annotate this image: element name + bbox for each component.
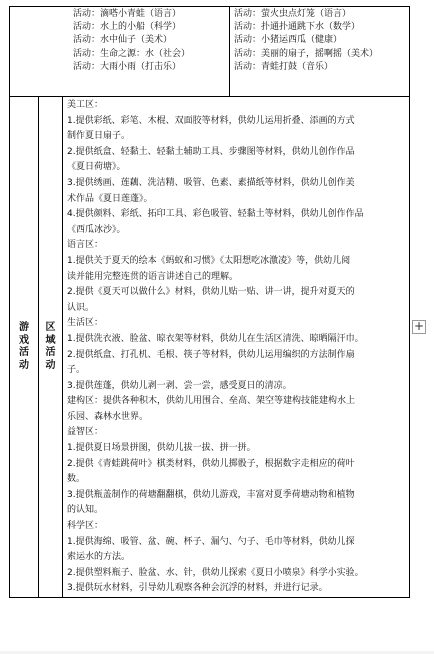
activities-left-cell: [10, 7, 230, 97]
content-line: 建构区：提供各种积木，供幼儿用围合、垒高、架空等建构技能建构水上: [67, 396, 356, 407]
content-line: 1.提供关于夏天的绘本《蚂蚁和习惯》《太阳想吃冰激凌》等，供幼儿阅: [67, 255, 351, 266]
content-line: 1.提供夏日场景拼图，供幼儿拔一拔、拼一拼。: [67, 443, 256, 454]
activities-row: [10, 7, 410, 97]
add-row-button[interactable]: +: [413, 319, 425, 333]
activity-item: 活动：滴嗒小青蛙（语言）: [73, 9, 182, 19]
content-line: 制作夏日扇子。: [67, 131, 131, 142]
content-line: 语言区：: [67, 240, 104, 251]
content-line: 索运水的方法。: [67, 552, 131, 563]
content-line: 3.提供玩水材料，引导幼儿观察各种会沉浮的材料，并进行记录。: [67, 583, 328, 594]
subcategory-cell: [39, 97, 63, 598]
content-line: 生活区：: [67, 318, 104, 329]
plan-table: [9, 6, 410, 598]
activity-item: 活动：大雨小雨（打击乐）: [73, 61, 182, 72]
activity-item: 活动：扑通扑通跳下水（数学）: [234, 22, 361, 33]
content-line: 《夏日荷塘》。: [67, 162, 126, 173]
category-label: 游 戏 活 动: [19, 322, 29, 371]
content-line: 益智区：: [67, 427, 104, 438]
content-line: 4.提供颜料、彩纸、拓印工具、彩色吸管、轻黏土等材料，供幼儿创作作品: [67, 209, 364, 220]
content-line: 2.提供纸盒、轻黏土、轻黏土辅助工具、步骤图等材料，供幼儿创作作品: [67, 146, 355, 157]
content-line: 2.提供《夏天可以做什么》材料，供幼儿贴一贴、讲一讲，提升对夏天的: [67, 287, 355, 298]
content-line: 《西瓜冰沙》。: [67, 224, 126, 235]
activity-item: 活动：水中仙子（美术）: [73, 35, 173, 46]
subcategory-label: 区 域 活 动: [45, 322, 56, 371]
content-line: 1.提供海绵、吸管、盆、碗、杯子、漏勺、勺子、毛巾等材料，供幼儿探: [67, 536, 355, 547]
content-line: 1.提供彩纸、彩笔、木棍、双面胶等材料，供幼儿运用折叠、添画的方式: [67, 115, 355, 126]
category-cell: [10, 97, 39, 598]
content-line: 3.提供莲蓬，供幼儿剥一剥、尝一尝，感受夏日的清凉。: [67, 380, 292, 391]
activity-item: 活动：萤火虫点灯笼（语言）: [234, 9, 352, 19]
content-line: 2.提供《青蛙跳荷叶》棋类材料，供幼儿掷骰子，根据数字走相应的荷叶: [67, 458, 355, 469]
content-line: 子。: [67, 365, 86, 376]
activity-item: 活动：生命之源：水（社会）: [73, 48, 191, 59]
content-line: 读并能用完整连贯的语言讲述自己的理解。: [67, 271, 239, 282]
content-line: 2.提供纸盒、打孔机、毛根、筷子等材料，供幼儿运用编织的方法制作扇: [67, 349, 355, 360]
content-line: 认识。: [67, 302, 95, 313]
activity-item: 活动：美丽的扇子，摇啊摇（美术）: [234, 48, 379, 59]
content-line: 3.提供绣画、莲藕、洗洁精、吸管、色素、素描纸等材料，供幼儿创作美: [67, 177, 355, 188]
content-line: 1.提供洗衣液、脸盆、晾衣架等材料，供幼儿在生活区清洗、晾晒隔汗巾。: [67, 333, 364, 344]
content-line: 美工区：: [67, 100, 104, 110]
activity-item: 活动：青蛙打鼓（音乐）: [234, 61, 334, 72]
content-line: 术作品《夏日莲蓬》。: [67, 193, 153, 204]
content-line: 数。: [67, 474, 86, 485]
area-activities-row: [10, 97, 410, 598]
content-line: 的认知。: [67, 505, 104, 516]
content-line: 乐园、森林水世界。: [67, 411, 149, 422]
content-line: 2.提供塑料瓶子、脸盆、水、针，供幼儿探索《夏日小喷泉》科学小实验。: [67, 567, 364, 578]
content-line: 科学区：: [67, 521, 104, 532]
activity-item: 活动：小猪运西瓜（健康）: [234, 35, 343, 46]
activities-right-cell: [230, 7, 410, 97]
content-line: 3.提供瓶盖制作的荷塘翻翻棋，供幼儿游戏，丰富对夏季荷塘动物和植物: [67, 489, 355, 500]
activity-item: 活动：水上的小船（科学）: [73, 22, 182, 33]
area-content-cell: [63, 97, 410, 598]
